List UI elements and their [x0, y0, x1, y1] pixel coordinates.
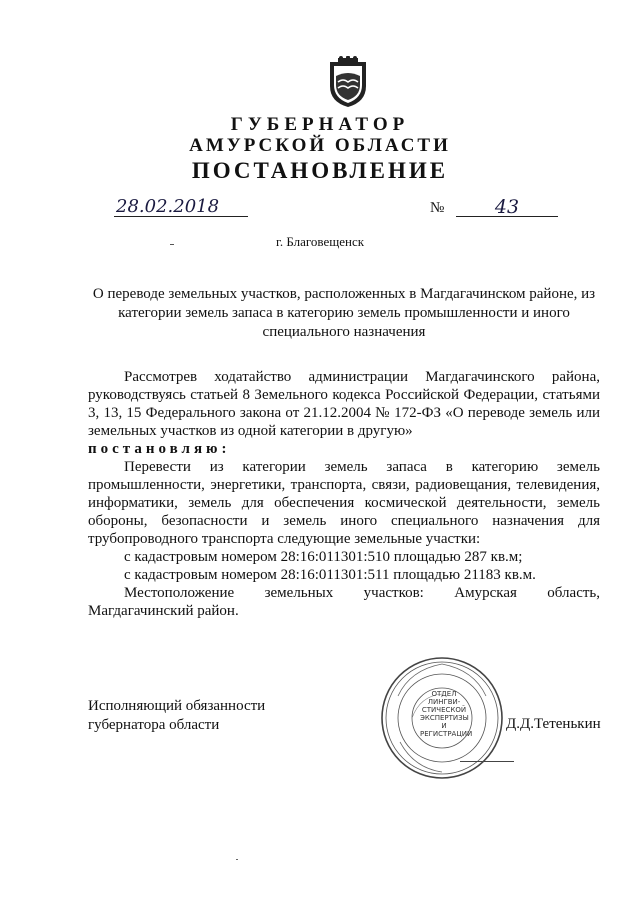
decree-word: постановляю:	[88, 441, 231, 457]
stamp-line-4: ЭКСПЕРТИЗЫ И	[420, 714, 469, 730]
parcel-item-1: с кадастровым номером 28:16:011301:510 площадью 287 кв.м;	[124, 549, 523, 565]
stamp-line-5: РЕГИСТРАЦИИ	[420, 730, 473, 738]
city-name: г. Благовещенск	[275, 234, 365, 249]
location-paragraph: Местоположение земельных участков: Амурская область, Магдагачинский район.	[88, 585, 600, 619]
document-subject	[84, 285, 604, 342]
stamp-line-1: ОТДЕЛ	[431, 690, 457, 698]
number-sign: №	[430, 200, 445, 216]
subject-line-3: специального назначения	[262, 324, 426, 340]
signatory-name: Д.Д.Тетенькин	[506, 716, 601, 732]
signatory-role-line-2: губернатора области	[88, 717, 220, 733]
stamp-line-3: СТИЧЕСКОЙ	[421, 706, 467, 714]
header-title-region: АМУРСКОЙ ОБЛАСТИ	[189, 135, 451, 156]
parcel-item-2: с кадастровым номером 28:16:011301:511 площадью 21183 кв.м.	[124, 567, 536, 583]
scan-speck	[236, 859, 238, 860]
signature-underline	[460, 761, 514, 762]
document-number: 43	[456, 196, 558, 217]
header-title-governor: ГУБЕРНАТОР	[230, 114, 410, 135]
intro-paragraph: Рассмотрев ходатайство администрации Магдагачинского района, руководствуясь статьей 8 Земельного кодекса Российской Федерации, статьями 3, 13, 15 Федерального закона от 21.12.2004 № 172-ФЗ «О переводе земель или земельных участков из одной категории в другую»	[88, 369, 600, 439]
amur-coat-of-arms-icon	[326, 56, 370, 108]
document-body	[88, 368, 600, 620]
signatory-role-line-1: Исполняющий обязанности	[88, 698, 266, 714]
stamp-line-2: ЛИНГВИ-	[427, 698, 461, 706]
subject-line-2: категории земель запаса в категорию земель промышленности и иного	[118, 305, 570, 321]
document-type-title: ПОСТАНОВЛЕНИЕ	[191, 158, 449, 183]
stamp-text	[420, 690, 473, 738]
document-date: 28.02.2018	[114, 196, 248, 217]
decision-paragraph: Перевести из категории земель запаса в категорию земель промышленности, энергетики, транспорта, связи, радиовещания, телевидения, информатики, земель для обеспечения космической деятельности, земель обороны, безопасности и земель иного специального назначения для трубопроводного транспорта следующие земельные участки:	[88, 459, 600, 547]
signatory-role	[88, 697, 265, 735]
subject-line-1: О переводе земельных участков, расположенных в Магдагачинском районе, из	[92, 286, 596, 302]
